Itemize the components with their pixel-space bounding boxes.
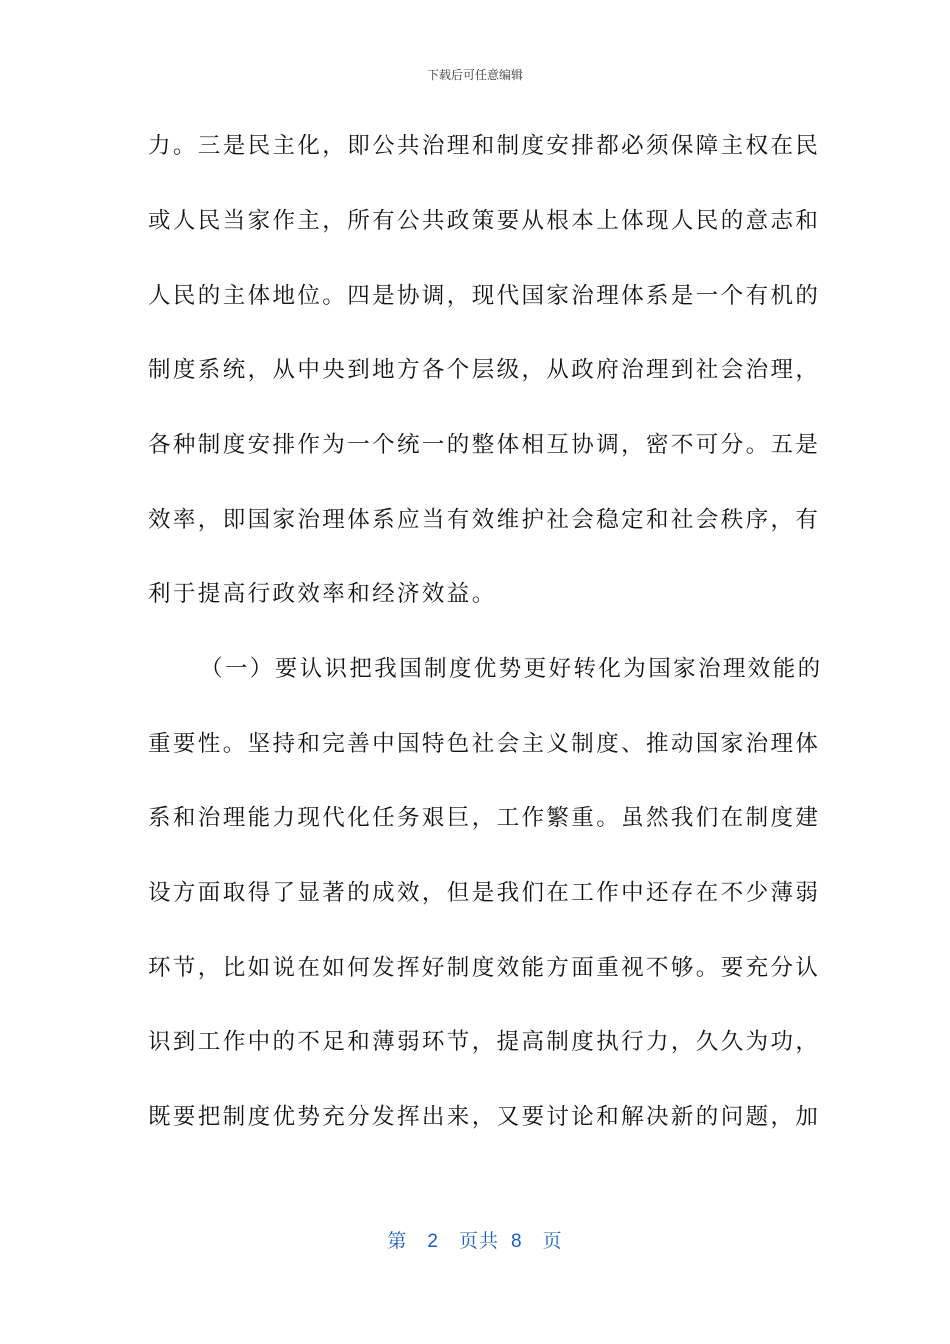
page-number-footer [0, 1226, 950, 1253]
total-pages-number: 8 [511, 1231, 523, 1252]
page-suffix: 页 [542, 1231, 563, 1252]
section-heading-line: （一）要认识把我国制度优势更好转化为国家治理效能的 [200, 656, 823, 682]
text-line: 或人民当家作主，所有公共政策要从根本上体现人民的意志和 [148, 208, 821, 234]
text-line: 效率，即国家治理体系应当有效维护社会稳定和社会秩序，有 [148, 507, 821, 533]
current-page-number: 2 [427, 1231, 439, 1252]
text-line: 利于提高行政效率和经济效益。 [148, 581, 497, 607]
text-line: 人民的主体地位。四是协调，现代国家治理体系是一个有机的 [148, 283, 821, 309]
text-line: 重要性。坚持和完善中国特色社会主义制度、推动国家治理体 [148, 731, 821, 757]
header-note: 下载后可任意编辑 [426, 68, 523, 82]
text-line: 制度系统，从中央到地方各个层级，从政府治理到社会治理， [148, 357, 821, 383]
page-prefix: 第 [387, 1231, 408, 1252]
text-line: 既要把制度优势充分发挥出来，又要讨论和解决新的问题，加 [148, 1104, 821, 1130]
text-line: 力。三是民主化，即公共治理和制度安排都必须保障主权在民 [148, 133, 821, 159]
text-line: 环节，比如说在如何发挥好制度效能方面重视不够。要充分认 [148, 955, 821, 981]
page-mid: 页共 [458, 1231, 499, 1252]
text-line: 各种制度安排作为一个统一的整体相互协调，密不可分。五是 [148, 432, 821, 458]
text-line: 识到工作中的不足和薄弱环节，提高制度执行力，久久为功， [148, 1029, 821, 1055]
text-line: 系和治理能力现代化任务艰巨，工作繁重。虽然我们在制度建 [148, 805, 821, 831]
text-line: 设方面取得了显著的成效，但是我们在工作中还存在不少薄弱 [148, 880, 821, 906]
